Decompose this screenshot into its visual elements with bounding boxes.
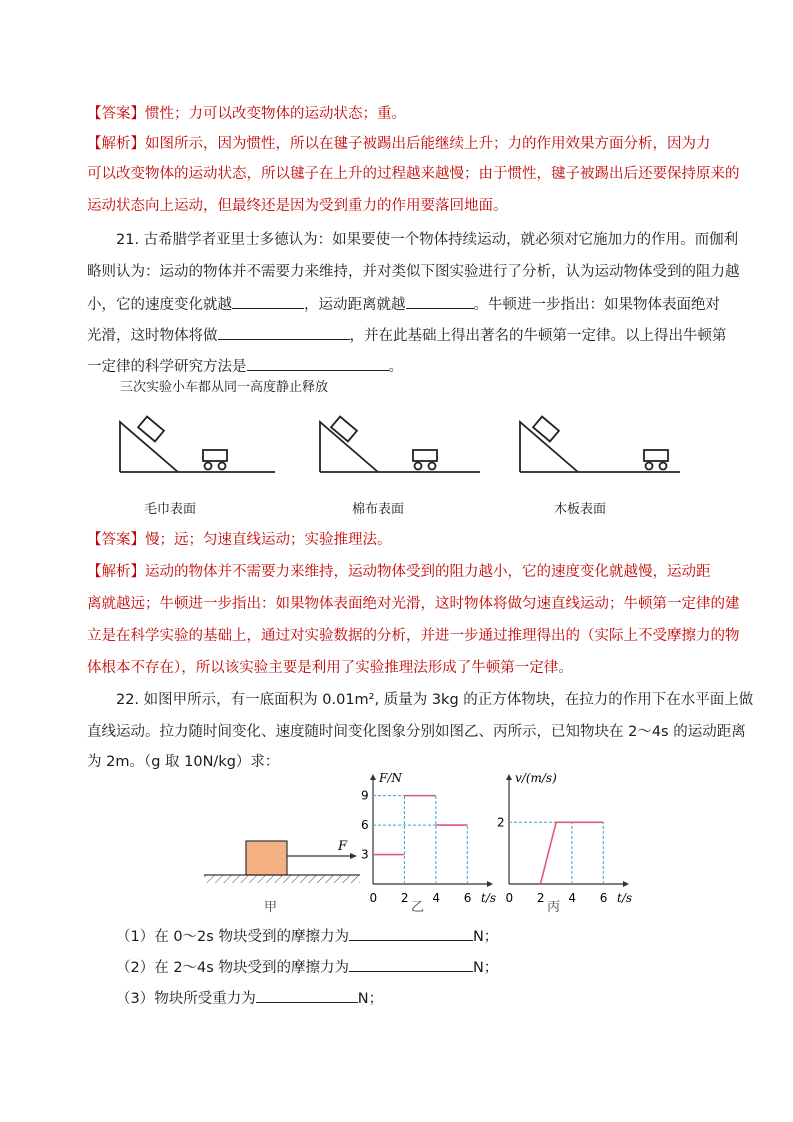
q21-line-3: 小，它的速度变化就越 ，运动距离就越 。牛顿进一步指出：如果物体表面绝对 xyxy=(87,294,720,315)
q20-analysis-line-1: 【解析】如图所示，因为惯性，所以在毽子被踢出后能继续上升；力的作用效果方面分析，因为力 xyxy=(87,136,711,152)
fig-label-jia: 甲 xyxy=(264,900,278,915)
x-tick-label: 4 xyxy=(432,891,440,905)
answer-text: 慢；远；匀速直线运动；实验推理法。 xyxy=(145,532,392,548)
y-axis-arrow xyxy=(370,774,376,780)
x-tick-label: 0 xyxy=(369,891,378,905)
answer-blank-sub-2[interactable] xyxy=(349,957,473,972)
y-axis-label: F/N xyxy=(379,771,402,785)
answer-tag: 【答案】 xyxy=(87,106,145,122)
answer-blank-3[interactable] xyxy=(218,325,350,340)
fig-label-yi: 乙 xyxy=(411,900,425,915)
block xyxy=(246,841,287,875)
q21-line-1: 21. 古希腊学者亚里士多德认为：如果要使一个物体持续运动，就必须对它施加力的作用。而伽利 xyxy=(116,232,739,248)
q22-sub-3: （3）物块所受重力为 N； xyxy=(116,988,383,1009)
x-axis-arrow xyxy=(623,881,629,887)
x-tick-label: 6 xyxy=(599,891,608,905)
force-label: F xyxy=(338,839,348,854)
y-axis-label: v/(m/s) xyxy=(515,771,557,785)
q22-line-2: 直线运动。拉力随时间变化、速度随时间变化图象分别如图乙、丙所示，已知物块在 2～4s 的运动距离 xyxy=(87,724,746,740)
x-axis-label: t/s xyxy=(481,891,497,905)
q22-line-1: 22. 如图甲所示，有一底面积为 0.01m², 质量为 3kg 的正方体物块，在拉力的作用下在水平面上做 xyxy=(116,692,754,708)
y-axis-arrow xyxy=(506,774,512,780)
block-figure xyxy=(200,830,370,900)
answer-blank-2[interactable] xyxy=(406,294,474,309)
y-tick-label: 3 xyxy=(361,847,369,862)
answer-text: 惯性；力可以改变物体的运动状态；重。 xyxy=(145,106,406,122)
q21-analysis-line-4: 体根本不存在），所以该实验主要是利用了实验推理法形成了牛顿第一定律。 xyxy=(87,660,573,676)
q21-answer xyxy=(87,530,392,550)
x-tick-label: 6 xyxy=(463,891,472,905)
surface-label-3: 木板表面 xyxy=(554,502,607,517)
q21-line-5: 一定律的科学研究方法是 。 xyxy=(87,356,403,377)
velocity-time-chart xyxy=(492,770,632,905)
answer-blank-sub-1[interactable] xyxy=(349,926,473,941)
q21-analysis-line-3: 立是在科学实验的基础上，通过对实验数据的分析，并进一步通过推理得出的（实际上不受摩擦力的物 xyxy=(87,628,740,644)
x-axis-label: t/s xyxy=(617,891,633,905)
surface-label-2: 棉布表面 xyxy=(352,502,405,517)
analysis-tag: 【解析】 xyxy=(87,136,145,152)
q20-answer xyxy=(87,104,406,124)
y-tick-label: 2 xyxy=(497,815,505,830)
q22-line-3: 为 2m。（g 取 10N/kg）求： xyxy=(87,754,280,770)
surface-label-1: 毛巾表面 xyxy=(144,502,197,517)
q21-line-4: 光滑，这时物体将做 ，并在此基础上得出著名的牛顿第一定律。以上得出牛顿第 xyxy=(87,325,727,346)
y-tick-label: 9 xyxy=(361,788,369,803)
answer-blank-1[interactable] xyxy=(232,294,304,309)
fig-label-bing: 丙 xyxy=(547,900,561,915)
x-tick-label: 2 xyxy=(536,891,545,905)
q21-analysis-line-2: 离就越远；牛顿进一步指出：如果物体表面绝对光滑，这时物体将做匀速直线运动；牛顿第一定律的建 xyxy=(87,596,740,612)
y-tick-label: 6 xyxy=(361,818,369,833)
analysis-tag: 【解析】 xyxy=(87,564,145,580)
x-tick-label: 4 xyxy=(568,891,576,905)
q20-analysis-line-3: 运动状态向上运动，但最终还是因为受到重力的作用要落回地面。 xyxy=(87,198,508,214)
ramp-towel xyxy=(120,417,275,472)
force-time-chart xyxy=(356,770,496,905)
q22-sub-1: （1）在 0～2s 物块受到的摩擦力为 N； xyxy=(116,926,498,947)
q22-sub-2: （2）在 2～4s 物块受到的摩擦力为 N； xyxy=(116,957,498,978)
x-tick-label: 2 xyxy=(400,891,409,905)
answer-tag: 【答案】 xyxy=(87,532,145,548)
q21-line-2: 略则认为：运动的物体并不需要力来维持，并对类似下图实验进行了分析，认为运动物体受到的阻力越 xyxy=(87,264,740,280)
answer-blank-sub-3[interactable] xyxy=(256,988,358,1003)
ramp-wood xyxy=(520,417,680,472)
q21-analysis-line-1: 【解析】运动的物体并不需要力来维持，运动物体受到的阻力越小，它的速度变化就越慢，运动距 xyxy=(87,564,711,580)
figure-title: 三次实验小车都从同一高度静止释放 xyxy=(120,380,329,395)
ramp-cotton xyxy=(320,417,480,472)
q20-analysis-line-2: 可以改变物体的运动状态，所以毽子在上升的过程越来越慢；由于惯性，毽子被踢出后还要保持原来的 xyxy=(87,166,740,182)
answer-blank-4[interactable] xyxy=(247,356,389,371)
x-tick-label: 0 xyxy=(505,891,514,905)
